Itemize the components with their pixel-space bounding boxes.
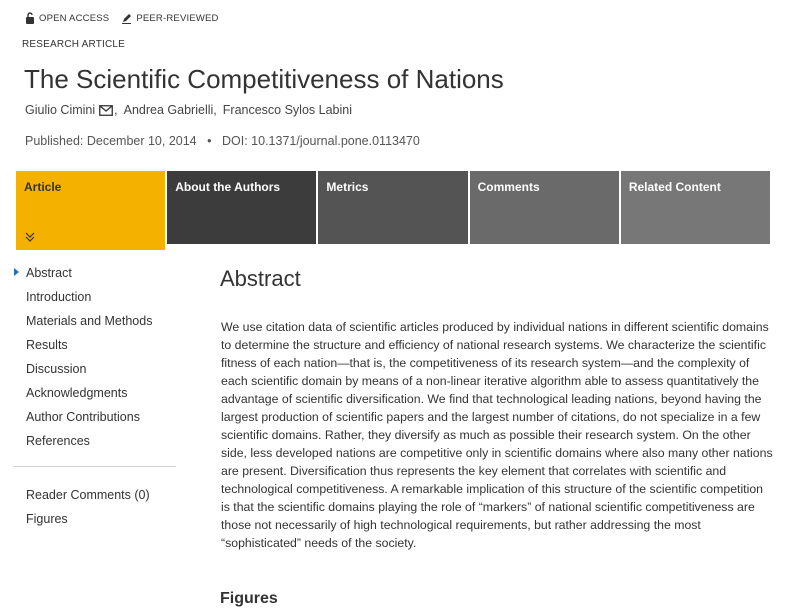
nav-item-acknowledgments[interactable]	[14, 383, 176, 407]
nav-label: Reader Comments (0)	[26, 488, 150, 502]
mail-icon[interactable]	[99, 105, 113, 116]
nav-item-materials-and-methods[interactable]	[14, 311, 176, 335]
tab-label: Related Content	[628, 180, 721, 194]
article-type: RESEARCH ARTICLE	[22, 39, 126, 50]
tab-label: Article	[24, 180, 62, 194]
nav-label: Abstract	[26, 266, 72, 280]
nav-item-reader-comments[interactable]	[14, 485, 176, 509]
tab-comments[interactable]	[470, 171, 619, 244]
nav-item-references[interactable]	[14, 431, 176, 455]
nav-label: Acknowledgments	[26, 386, 128, 400]
nav-label: References	[26, 434, 90, 448]
open-access-label: OPEN ACCESS	[39, 12, 110, 24]
nav-label: Figures	[26, 512, 68, 526]
unlock-icon	[25, 12, 35, 24]
triangle-right-icon	[14, 268, 19, 276]
abstract-text: We use citation data of scientific articles produced by individual nations in different scientific domains to determine the structure and efficiency of national research systems. We characterize the scientific fitness of each nation—that is, the competitiveness of its research system—and the complexity of each scientific domain by means of a non-linear iterative algorithm able to assess quantitatively the advantage of scientific diversification. We find that technological leading nations, beyond having the largest production of scientific papers and the largest number of citations, do not specialize in a few scientific domains. Rather, they diversify as much as possible their research system. On the other side, less developed nations are competitive only in scientific domains where also many other nations are present. Diversification thus represents the key element that correlates with scientific and technological competitiveness. A remarkable implication of this structure of the scientific competition is that the scientific domains playing the role of “markers” of national scientific competitiveness are those not necessarily of high technological requirements, but rather addressing the most “sophisticated” needs of the society.	[221, 320, 773, 550]
nav-item-introduction[interactable]	[14, 287, 176, 311]
author-list	[25, 103, 352, 117]
publication-info	[25, 134, 420, 148]
author-separator: ,	[213, 103, 217, 117]
author-separator: ,	[114, 103, 118, 117]
article-title: The Scientific Competitiveness of Nations	[24, 64, 504, 94]
bullet-separator: •	[207, 134, 212, 148]
tab-article[interactable]	[16, 171, 165, 250]
badges	[25, 12, 219, 24]
section-nav	[14, 263, 176, 533]
nav-label: Author Contributions	[26, 410, 140, 424]
author-name[interactable]: Francesco Sylos Labini	[222, 103, 352, 117]
figures-heading: Figures	[220, 590, 278, 607]
author-name[interactable]: Andrea Gabrielli	[123, 103, 214, 117]
peer-reviewed-label: PEER-REVIEWED	[136, 12, 219, 24]
author-1[interactable]	[25, 103, 114, 117]
published-date: Published: December 10, 2014	[25, 134, 197, 148]
tab-metrics[interactable]	[318, 171, 467, 244]
nav-item-results[interactable]	[14, 335, 176, 359]
author-name[interactable]: Giulio Cimini	[25, 103, 96, 117]
peer-reviewed-badge	[121, 12, 218, 24]
open-access-badge	[25, 12, 109, 24]
doi[interactable]: DOI: 10.1371/journal.pone.0113470	[222, 134, 420, 148]
nav-label: Discussion	[26, 362, 87, 376]
tab-related-content[interactable]	[621, 171, 770, 244]
pen-icon	[121, 12, 132, 24]
tab-label: Metrics	[326, 180, 369, 194]
nav-item-discussion[interactable]	[14, 359, 176, 383]
tab-about-the-authors[interactable]	[167, 171, 316, 244]
tab-label: About the Authors	[175, 180, 281, 194]
article-tabs	[16, 171, 770, 250]
nav-item-figures[interactable]	[14, 509, 176, 533]
nav-item-abstract[interactable]	[14, 263, 176, 287]
double-chevron-down-icon	[25, 232, 35, 242]
abstract-heading: Abstract	[220, 266, 301, 291]
nav-label: Results	[26, 338, 68, 352]
tab-label: Comments	[477, 180, 540, 194]
author-3[interactable]	[223, 103, 352, 117]
nav-label: Materials and Methods	[26, 314, 153, 328]
nav-label: Introduction	[26, 290, 92, 304]
nav-divider	[14, 466, 176, 467]
author-2[interactable]	[123, 103, 217, 117]
nav-item-author-contributions[interactable]	[14, 407, 176, 431]
